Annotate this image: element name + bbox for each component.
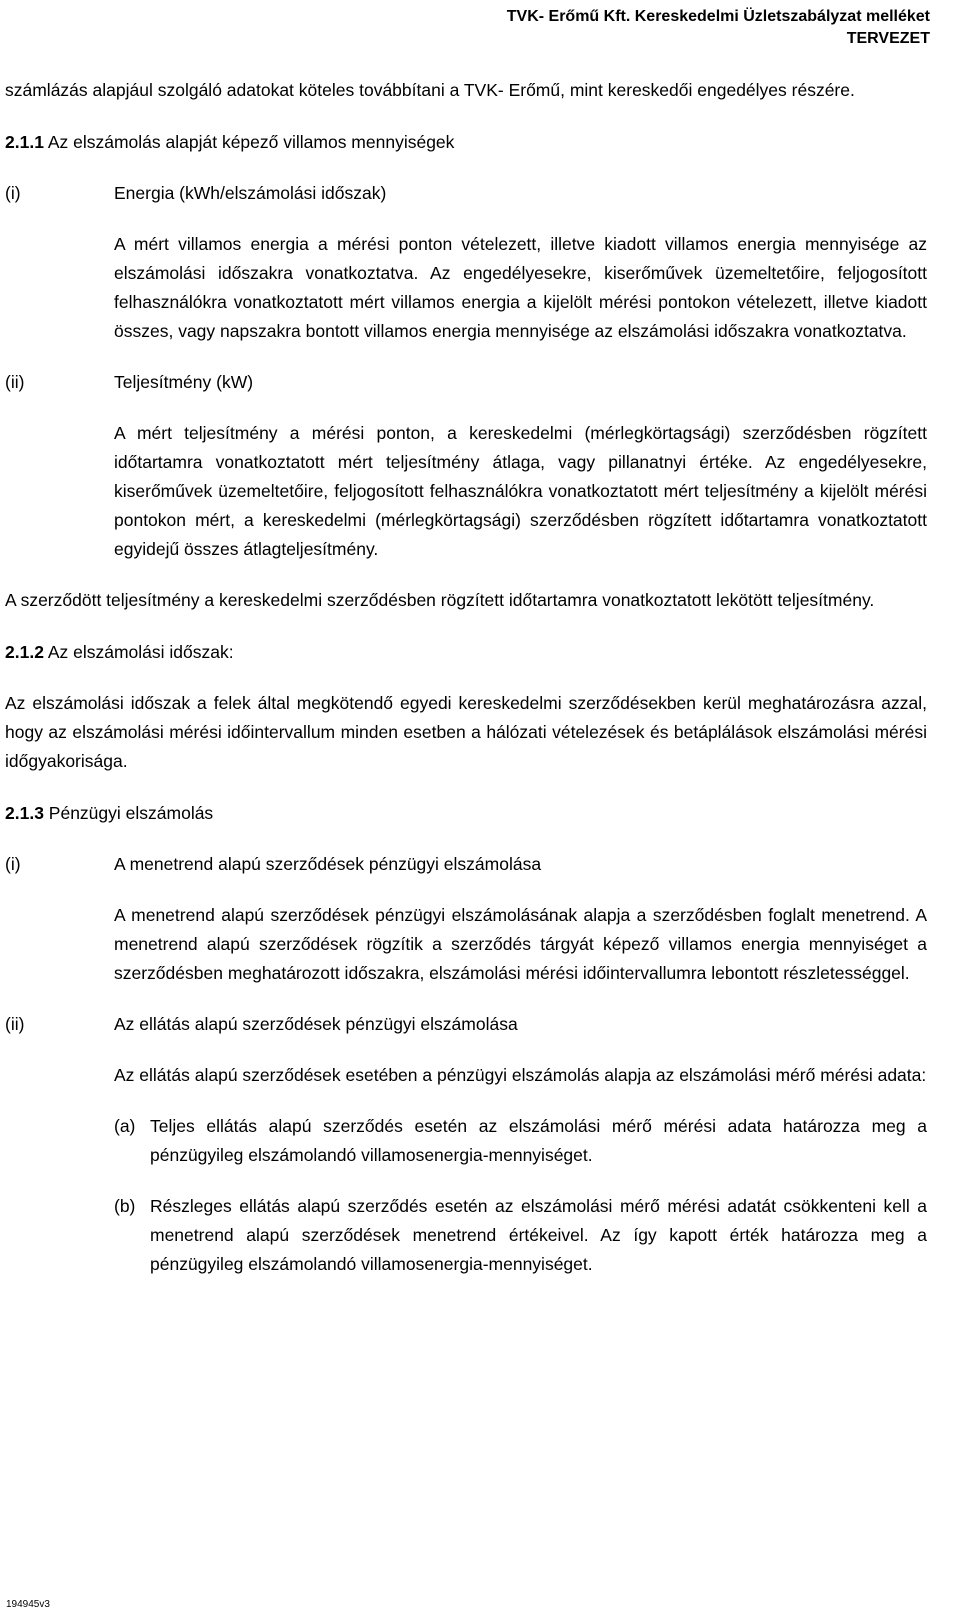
list-item [5, 1010, 927, 1039]
contracted-capacity-paragraph: A szerződött teljesítmény a kereskedelmi szerződésben rögzített időtartamra vonatkoztatott lekötött teljesítmény. [5, 590, 875, 610]
section-number: 2.1.2 [5, 642, 44, 662]
item-label: (ii) [5, 1014, 25, 1034]
list-item [5, 179, 927, 208]
item-paragraph: Az ellátás alapú szerződések esetében a pénzügyi elszámolás alapja az elszámolási mérő mérési adata: [114, 1065, 927, 1085]
item-paragraph: A mért villamos energia a mérési ponton vételezett, illetve kiadott villamos energia mennyisége az elszámolási időszakra vonatkoztatva. Az engedélyesekre, kiserőművek üzemeltetőire, feljogosított felhasználókra vonatkoztatott mért villamos energia a kijelölt mérési pontokon vételezett, illetve kiadott összes, vagy napszakra bontott villamos energia mennyisége az elszámolási időszakra vonatkoztatva. [114, 234, 927, 341]
section-title: Pénzügyi elszámolás [43, 803, 214, 823]
item-paragraph: A menetrend alapú szerződések pénzügyi elszámolásának alapja a szerződésben foglalt menetrend. A menetrend alapú szerződések rögzítik a szerződés tárgyát képező villamos energia mennyiséget a szerződésben meghatározott időszakra, elszámolási mérési időintervallumra lebontott részletességgel. [114, 905, 927, 983]
settlement-period-paragraph: Az elszámolási időszak a felek által megkötendő egyedi kereskedelmi szerződésekben kerül meghatározásra azzal, hogy az elszámolási mérési időintervallum minden esetben a hálózati vételezések és betáplálások elszámolási mérési időgyakorisága. [5, 693, 927, 771]
item-title: Az ellátás alapú szerződések pénzügyi elszámolása [114, 1014, 518, 1034]
sub-list-item [5, 1112, 927, 1170]
item-title: A menetrend alapú szerződések pénzügyi elszámolása [114, 854, 542, 874]
item-label: (ii) [5, 372, 25, 392]
intro-paragraph: számlázás alapjául szolgáló adatokat köteles továbbítani a TVK- Erőmű, mint kereskedői engedélyes részére. [5, 80, 855, 100]
list-item [5, 850, 927, 879]
sub-item-label: (a) [114, 1116, 136, 1136]
section-heading-2-1-1 [5, 128, 927, 157]
sub-item-text: Teljes ellátás alapú szerződés esetén az elszámolási mérő mérési adata határozza meg a pénzügyileg elszámolandó villamosenergia-mennyiséget. [150, 1116, 927, 1165]
section-number: 2.1.3 [5, 803, 44, 823]
header-draft-label: TERVEZET [846, 30, 930, 47]
sub-item-label: (b) [114, 1196, 136, 1216]
section-heading-2-1-3 [5, 799, 927, 828]
list-item [5, 368, 927, 397]
document-id: 194945v3 [6, 1599, 50, 1610]
page-header [507, 6, 930, 50]
document-body [5, 76, 927, 1301]
section-number: 2.1.1 [5, 132, 44, 152]
item-label: (i) [5, 854, 21, 874]
section-title: Az elszámolás alapját képező villamos mennyiségek [43, 132, 455, 152]
item-title: Energia (kWh/elszámolási időszak) [114, 183, 387, 203]
sub-item-text: Részleges ellátás alapú szerződés esetén az elszámolási mérő mérési adatát csökkenteni kell a menetrend alapú szerződések menetrend értékeivel. Az így kapott érték határozza meg a pénzügyileg elszámolandó villamosenergia-mennyiséget. [150, 1196, 927, 1274]
header-title: TVK- Erőmű Kft. Kereskedelmi Üzletszabályzat melléket [506, 8, 930, 25]
section-heading-2-1-2 [5, 638, 927, 667]
item-paragraph: A mért teljesítmény a mérési ponton, a kereskedelmi (mérlegkörtagsági) szerződésben rögzített időtartamra vonatkoztatott mért teljesítmény átlaga, vagy pillanatnyi értéke. Az engedélyesekre, kiserőművek üzemeltetőire, feljogosított felhasználókra vonatkoztatott mért teljesítmény a kijelölt mérési pontokon mért, a kereskedelmi (mérlegkörtagsági) szerződésben rögzített időtartamra vonatkoztatott egyidejű összes átlagteljesítmény. [114, 423, 927, 559]
item-title: Teljesítmény (kW) [114, 372, 254, 392]
item-label: (i) [5, 183, 21, 203]
sub-list-item [5, 1192, 927, 1279]
section-title: Az elszámolási időszak: [43, 642, 234, 662]
